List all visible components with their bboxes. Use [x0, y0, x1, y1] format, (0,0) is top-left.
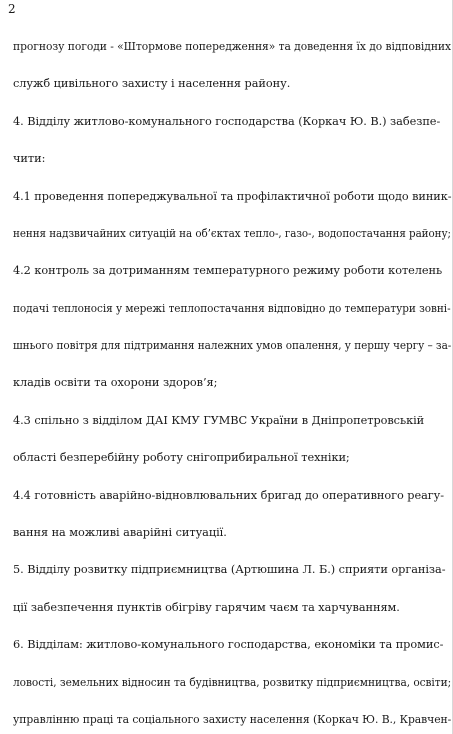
- text-line: 4.4 готовність аварійно-відновлювальних бригад до оперативного реагу-: [13, 489, 445, 502]
- text-line: кладів освіти та охорони здоров’я;: [13, 376, 218, 389]
- text-line: чити:: [13, 152, 46, 165]
- text-line: 4.3 спільно з відділом ДАІ КМУ ГУМВС України в Дніпропетровській: [13, 414, 425, 427]
- text-line: управлінню праці та соціального захисту населення (Коркач Ю. В., Кравчен-: [13, 713, 452, 726]
- page-number: 2: [8, 2, 16, 16]
- text-line: ції забезпечення пунктів обігріву гарячим чаєм та харчуванням.: [13, 601, 400, 614]
- text-line: 4.1 проведення попереджувальної та профілактичної роботи щодо виник-: [13, 190, 452, 203]
- text-line: 5. Відділу розвитку підприємництва (Артюшина Л. Б.) сприяти організа-: [13, 563, 446, 576]
- text-line: області безперебійну роботу снігоприбиральної техніки;: [13, 451, 350, 464]
- text-line: подачі теплоносія у мережі теплопостачання відповідно до температури зовні-: [13, 302, 451, 315]
- text-line: 4.2 контроль за дотриманням температурного режиму роботи котелень: [13, 264, 443, 277]
- text-line: 6. Відділам: житлово-комунального господарства, економіки та промис-: [13, 638, 444, 651]
- text-line: 4. Відділу житлово-комунального господарства (Коркач Ю. В.) забезпе-: [13, 115, 441, 128]
- text-line: нення надзвичайних ситуацій на об’єктах тепло-, газо-, водопостачання району;: [13, 227, 451, 240]
- text-line: служб цивільного захисту і населення району.: [13, 77, 291, 90]
- text-line: вання на можливі аварійні ситуації.: [13, 526, 227, 539]
- text-line: прогнозу погоди - «Штормове попередження» та доведення їх до відповідних: [13, 40, 452, 53]
- text-line: ловості, земельних відносин та будівництва, розвитку підприємництва, освіти;: [13, 676, 452, 689]
- text-line: шнього повітря для підтримання належних умов опалення, у першу чергу – за-: [13, 339, 452, 352]
